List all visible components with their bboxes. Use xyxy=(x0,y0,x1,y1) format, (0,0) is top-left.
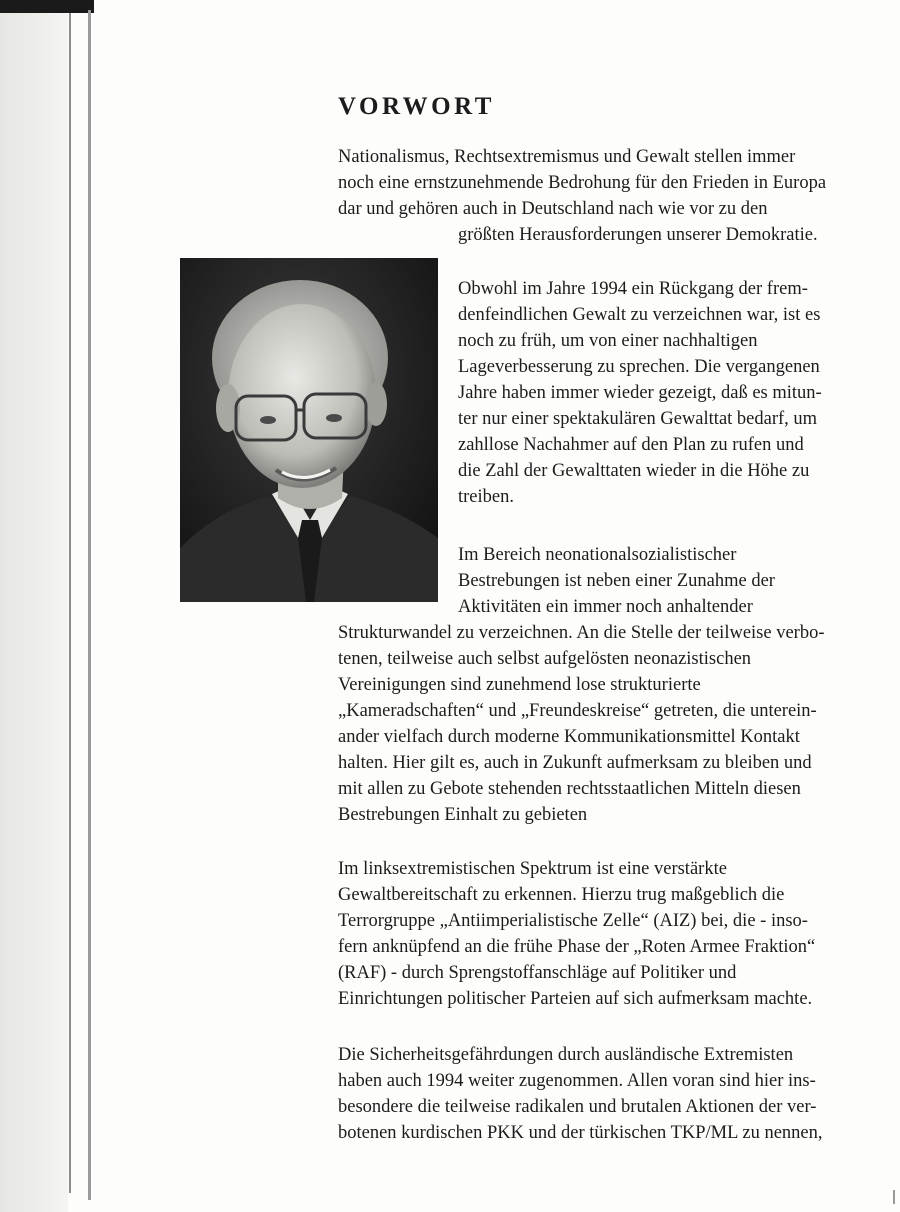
text-line: Nationalismus, Rechtsextremismus und Gewalt stellen immer xyxy=(338,147,796,167)
paragraph-foreign-extremists xyxy=(338,1042,828,1146)
text-line: Gewaltbereitschaft zu erkennen. Hierzu trug maßgeblich die xyxy=(338,885,785,905)
text-line: zahllose Nachahmer auf den Plan zu rufen und xyxy=(458,435,804,455)
text-line: Obwohl im Jahre 1994 ein Rückgang der frem- xyxy=(458,279,808,299)
page-title: VORWORT xyxy=(338,93,495,120)
text-line: halten. Hier gilt es, auch in Zukunft aufmerksam zu bleiben und xyxy=(338,753,812,773)
paragraph-violence-trend xyxy=(458,276,838,510)
text-line: mit allen zu Gebote stehenden rechtsstaatlichen Mitteln diesen xyxy=(338,779,801,799)
page-gutter xyxy=(0,13,68,1212)
page-fold-line xyxy=(69,13,71,1193)
text-line: dar und gehören auch in Deutschland nach wie vor zu den xyxy=(338,199,768,219)
text-line: Vereinigungen sind zunehmend lose strukturierte xyxy=(338,675,701,695)
paragraph-neonazi xyxy=(338,542,828,828)
scan-mark xyxy=(893,1190,895,1204)
text-line: Einrichtungen politischer Parteien auf sich aufmerksam machte. xyxy=(338,989,813,1009)
scan-edge-shadow xyxy=(0,0,94,13)
text-line: denfeindlichen Gewalt zu verzeichnen war, ist es xyxy=(458,305,821,325)
page-fold-line-inner xyxy=(88,10,91,1200)
text-line: tenen, teilweise auch selbst aufgelösten neonazistischen xyxy=(338,649,752,669)
text-line: botenen kurdischen PKK und der türkischen TKP/ML zu nennen, xyxy=(338,1123,823,1143)
text-line: noch zu früh, um von einer nachhaltigen xyxy=(458,331,758,351)
text-line: „Kameradschaften“ und „Freundeskreise“ getreten, die unterein- xyxy=(338,701,817,721)
text-line: ander vielfach durch moderne Kommunikationsmittel Kontakt xyxy=(338,727,800,747)
text-line: Terrorgruppe „Antiimperialistische Zelle“ (AIZ) bei, die - inso- xyxy=(338,911,808,931)
text-line: Strukturwandel zu verzeichnen. An die Stelle der teilweise verbo- xyxy=(338,623,825,643)
text-line: Aktivitäten ein immer noch anhaltender xyxy=(458,597,753,617)
text-line: fern anknüpfend an die frühe Phase der „Roten Armee Fraktion“ xyxy=(338,937,816,957)
text-line: Bestrebungen ist neben einer Zunahme der xyxy=(458,571,775,591)
text-line: haben auch 1994 weiter zugenommen. Allen voran sind hier ins- xyxy=(338,1071,816,1091)
text-line: besondere die teilweise radikalen und brutalen Aktionen der ver- xyxy=(338,1097,817,1117)
text-line: Lageverbesserung zu sprechen. Die vergangenen xyxy=(458,357,820,377)
text-line: Jahre haben immer wieder gezeigt, daß es mitun- xyxy=(458,383,822,403)
text-line: Bestrebungen Einhalt zu gebieten xyxy=(338,805,588,825)
paragraph-left-extremism xyxy=(338,856,828,1012)
text-line: Die Sicherheitsgefährdungen durch ausländische Extremisten xyxy=(338,1045,794,1065)
text-line: die Zahl der Gewalttaten wieder in die Höhe zu xyxy=(458,461,810,481)
text-line: noch eine ernstzunehmende Bedrohung für den Frieden in Europa xyxy=(338,173,827,193)
paragraph-intro xyxy=(338,144,828,248)
text-line: Im linksextremistischen Spektrum ist eine verstärkte xyxy=(338,859,727,879)
text-line: treiben. xyxy=(458,487,514,507)
text-line: ter nur einer spektakulären Gewalttat bedarf, um xyxy=(458,409,818,429)
text-line: (RAF) - durch Sprengstoffanschläge auf Politiker und xyxy=(338,963,737,983)
text-line: Im Bereich neonationalsozialistischer xyxy=(458,545,737,565)
text-line: größten Herausforderungen unserer Demokratie. xyxy=(458,225,818,245)
